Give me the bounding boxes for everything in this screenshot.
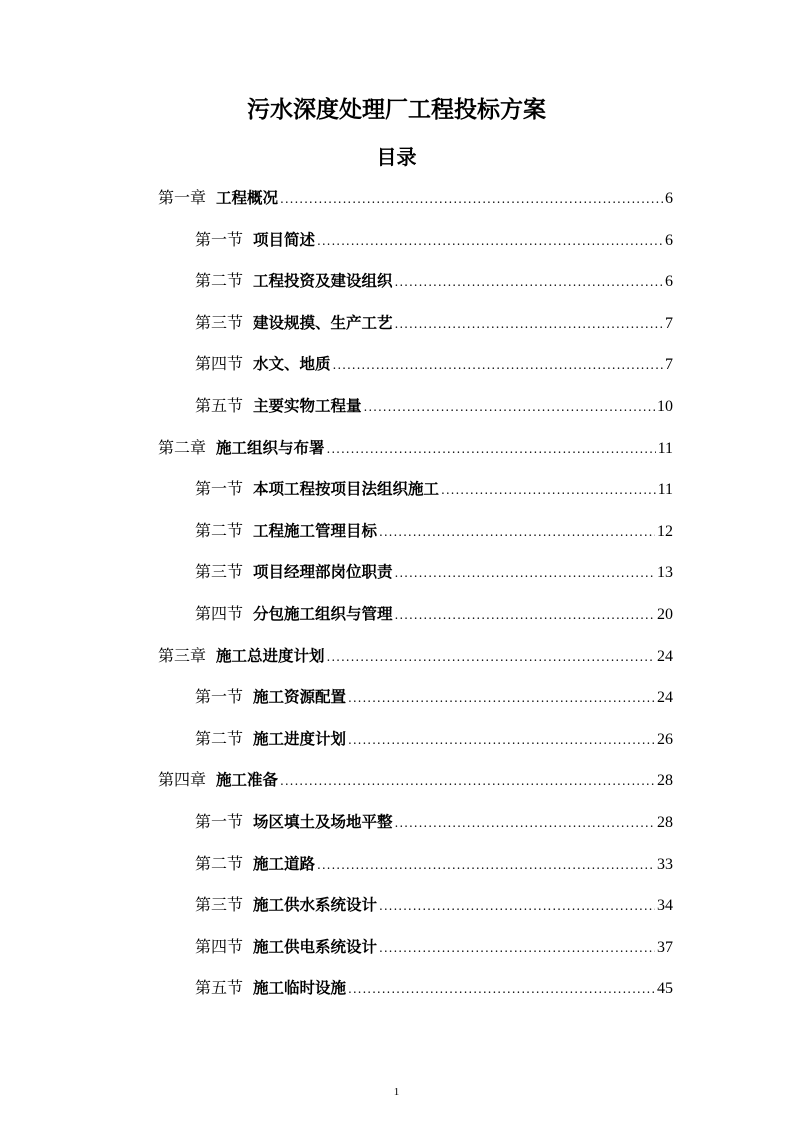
toc-dot-leader	[280, 186, 663, 212]
toc-entry-label: 第四章	[158, 770, 207, 790]
toc-entry-page-number: 13	[657, 564, 673, 582]
toc-chapter-entry[interactable]	[158, 767, 673, 793]
toc-entry-title: 施工资源配置	[253, 688, 347, 707]
toc-dot-leader	[379, 893, 655, 919]
toc-entry-page-number: 26	[657, 730, 673, 748]
toc-entry-page-number: 10	[657, 398, 673, 415]
toc-section-entry[interactable]	[195, 851, 673, 877]
toc-dot-leader	[280, 768, 655, 794]
toc-entry-label: 第四节	[195, 936, 244, 956]
toc-dot-leader	[441, 477, 656, 503]
toc-entry-title: 施工道路	[253, 854, 316, 873]
toc-entry-label: 第二节	[195, 728, 244, 748]
toc-chapter-entry[interactable]	[158, 435, 673, 461]
toc-entry-title: 项目经理部岗位职责	[253, 563, 393, 582]
toc-entry-page-number: 6	[665, 231, 673, 249]
toc-entry-title: 施工组织与布署	[216, 438, 325, 457]
toc-section-entry[interactable]	[195, 559, 673, 585]
toc-entry-page-number: 37	[657, 938, 673, 956]
toc-entry-page-number: 34	[657, 897, 673, 915]
toc-entry-page-number: 28	[657, 772, 673, 790]
toc-heading: 目录	[376, 145, 417, 169]
toc-entry-title: 施工总进度计划	[216, 646, 325, 665]
toc-section-entry[interactable]	[195, 227, 673, 253]
toc-entry-page-number: 7	[665, 314, 673, 332]
toc-entry-title: 建设规摸、生产工艺	[253, 313, 393, 332]
toc-entry-label: 第二节	[195, 271, 244, 291]
toc-entry-page-number: 6	[665, 190, 673, 207]
toc-dot-leader	[395, 269, 663, 295]
toc-dot-leader	[327, 644, 655, 670]
toc-entry-title: 施工供电系统设计	[253, 937, 378, 956]
toc-dot-leader	[379, 935, 655, 961]
toc-entry-title: 工程概况	[216, 189, 279, 207]
toc-entry-label: 第二节	[195, 520, 244, 540]
toc-entry-page-number: 24	[657, 647, 673, 665]
toc-dot-leader	[395, 560, 655, 586]
toc-section-entry[interactable]	[195, 476, 673, 502]
toc-entry-label: 第三章	[158, 645, 207, 665]
toc-entry-title: 水文、地质	[253, 355, 331, 374]
toc-entry-label: 第三节	[195, 312, 244, 332]
toc-entry-page-number: 45	[657, 980, 673, 998]
toc-entry-title: 主要实物工程量	[253, 397, 362, 415]
toc-dot-leader	[348, 727, 655, 753]
toc-entry-title: 场区填土及场地平整	[253, 813, 393, 831]
toc-section-entry[interactable]	[195, 393, 673, 419]
toc-entry-label: 第二章	[158, 437, 207, 457]
toc-entry-label: 第一节	[195, 229, 244, 249]
toc-entry-title: 施工供水系统设计	[253, 896, 378, 915]
toc-entry-page-number: 12	[657, 522, 673, 540]
toc-dot-leader	[333, 352, 663, 378]
toc-dot-leader	[317, 228, 663, 254]
toc-dot-leader	[348, 976, 655, 1002]
toc-entry-title: 项目简述	[253, 230, 316, 249]
toc-section-entry[interactable]	[195, 684, 673, 710]
toc-dot-leader	[395, 810, 655, 836]
toc-section-entry[interactable]	[195, 351, 673, 377]
toc-entry-title: 本项工程按项目法组织施工	[253, 480, 440, 499]
toc-section-entry[interactable]	[195, 934, 673, 960]
toc-dot-leader	[379, 519, 655, 545]
toc-dot-leader	[364, 394, 655, 420]
toc-entry-page-number: 11	[657, 481, 673, 499]
toc-entry-label: 第五节	[195, 396, 244, 415]
document-title: 污水深度处理厂工程投标方案	[247, 97, 546, 123]
toc-entry-title: 施工准备	[216, 771, 279, 790]
toc-entry-page-number: 24	[657, 689, 673, 707]
toc-entry-page-number: 7	[665, 356, 673, 374]
toc-section-entry[interactable]	[195, 809, 673, 835]
toc-chapter-entry[interactable]	[158, 185, 673, 211]
toc-entry-title: 工程施工管理目标	[253, 521, 378, 540]
toc-dot-leader	[327, 436, 656, 462]
toc-section-entry[interactable]	[195, 601, 673, 627]
toc-dot-leader	[317, 852, 655, 878]
toc-entry-page-number: 28	[657, 814, 673, 831]
toc-entry-title: 工程投资及建设组织	[253, 272, 393, 291]
toc-section-entry[interactable]	[195, 975, 673, 1001]
toc-section-entry[interactable]	[195, 310, 673, 336]
toc-entry-page-number: 33	[657, 855, 673, 873]
toc-dot-leader	[348, 685, 655, 711]
toc-section-entry[interactable]	[195, 726, 673, 752]
toc-entry-title: 施工临时设施	[253, 979, 347, 998]
toc-entry-page-number: 20	[657, 606, 673, 623]
toc-entry-label: 第二节	[195, 853, 244, 873]
toc-entry-title: 分包施工组织与管理	[253, 605, 393, 623]
toc-section-entry[interactable]	[195, 892, 673, 918]
toc-entry-label: 第四节	[195, 604, 244, 623]
toc-chapter-entry[interactable]	[158, 643, 673, 669]
toc-entry-label: 第一节	[195, 687, 244, 707]
toc-entry-title: 施工进度计划	[253, 729, 347, 748]
toc-entry-label: 第一节	[195, 479, 244, 499]
toc-entry-label: 第五节	[195, 978, 244, 998]
toc-entry-label: 第三节	[195, 895, 244, 915]
toc-entry-page-number: 6	[665, 273, 673, 291]
toc-entry-label: 第四节	[195, 354, 244, 374]
toc-entry-page-number: 11	[657, 439, 673, 457]
toc-section-entry[interactable]	[195, 268, 673, 294]
page-number: 1	[393, 1086, 400, 1098]
toc-dot-leader	[395, 311, 663, 337]
toc-section-entry[interactable]	[195, 518, 673, 544]
toc-dot-leader	[395, 602, 655, 628]
toc-entry-label: 第一章	[158, 188, 207, 207]
toc-entry-label: 第一节	[195, 812, 244, 831]
toc-entry-label: 第三节	[195, 562, 244, 582]
